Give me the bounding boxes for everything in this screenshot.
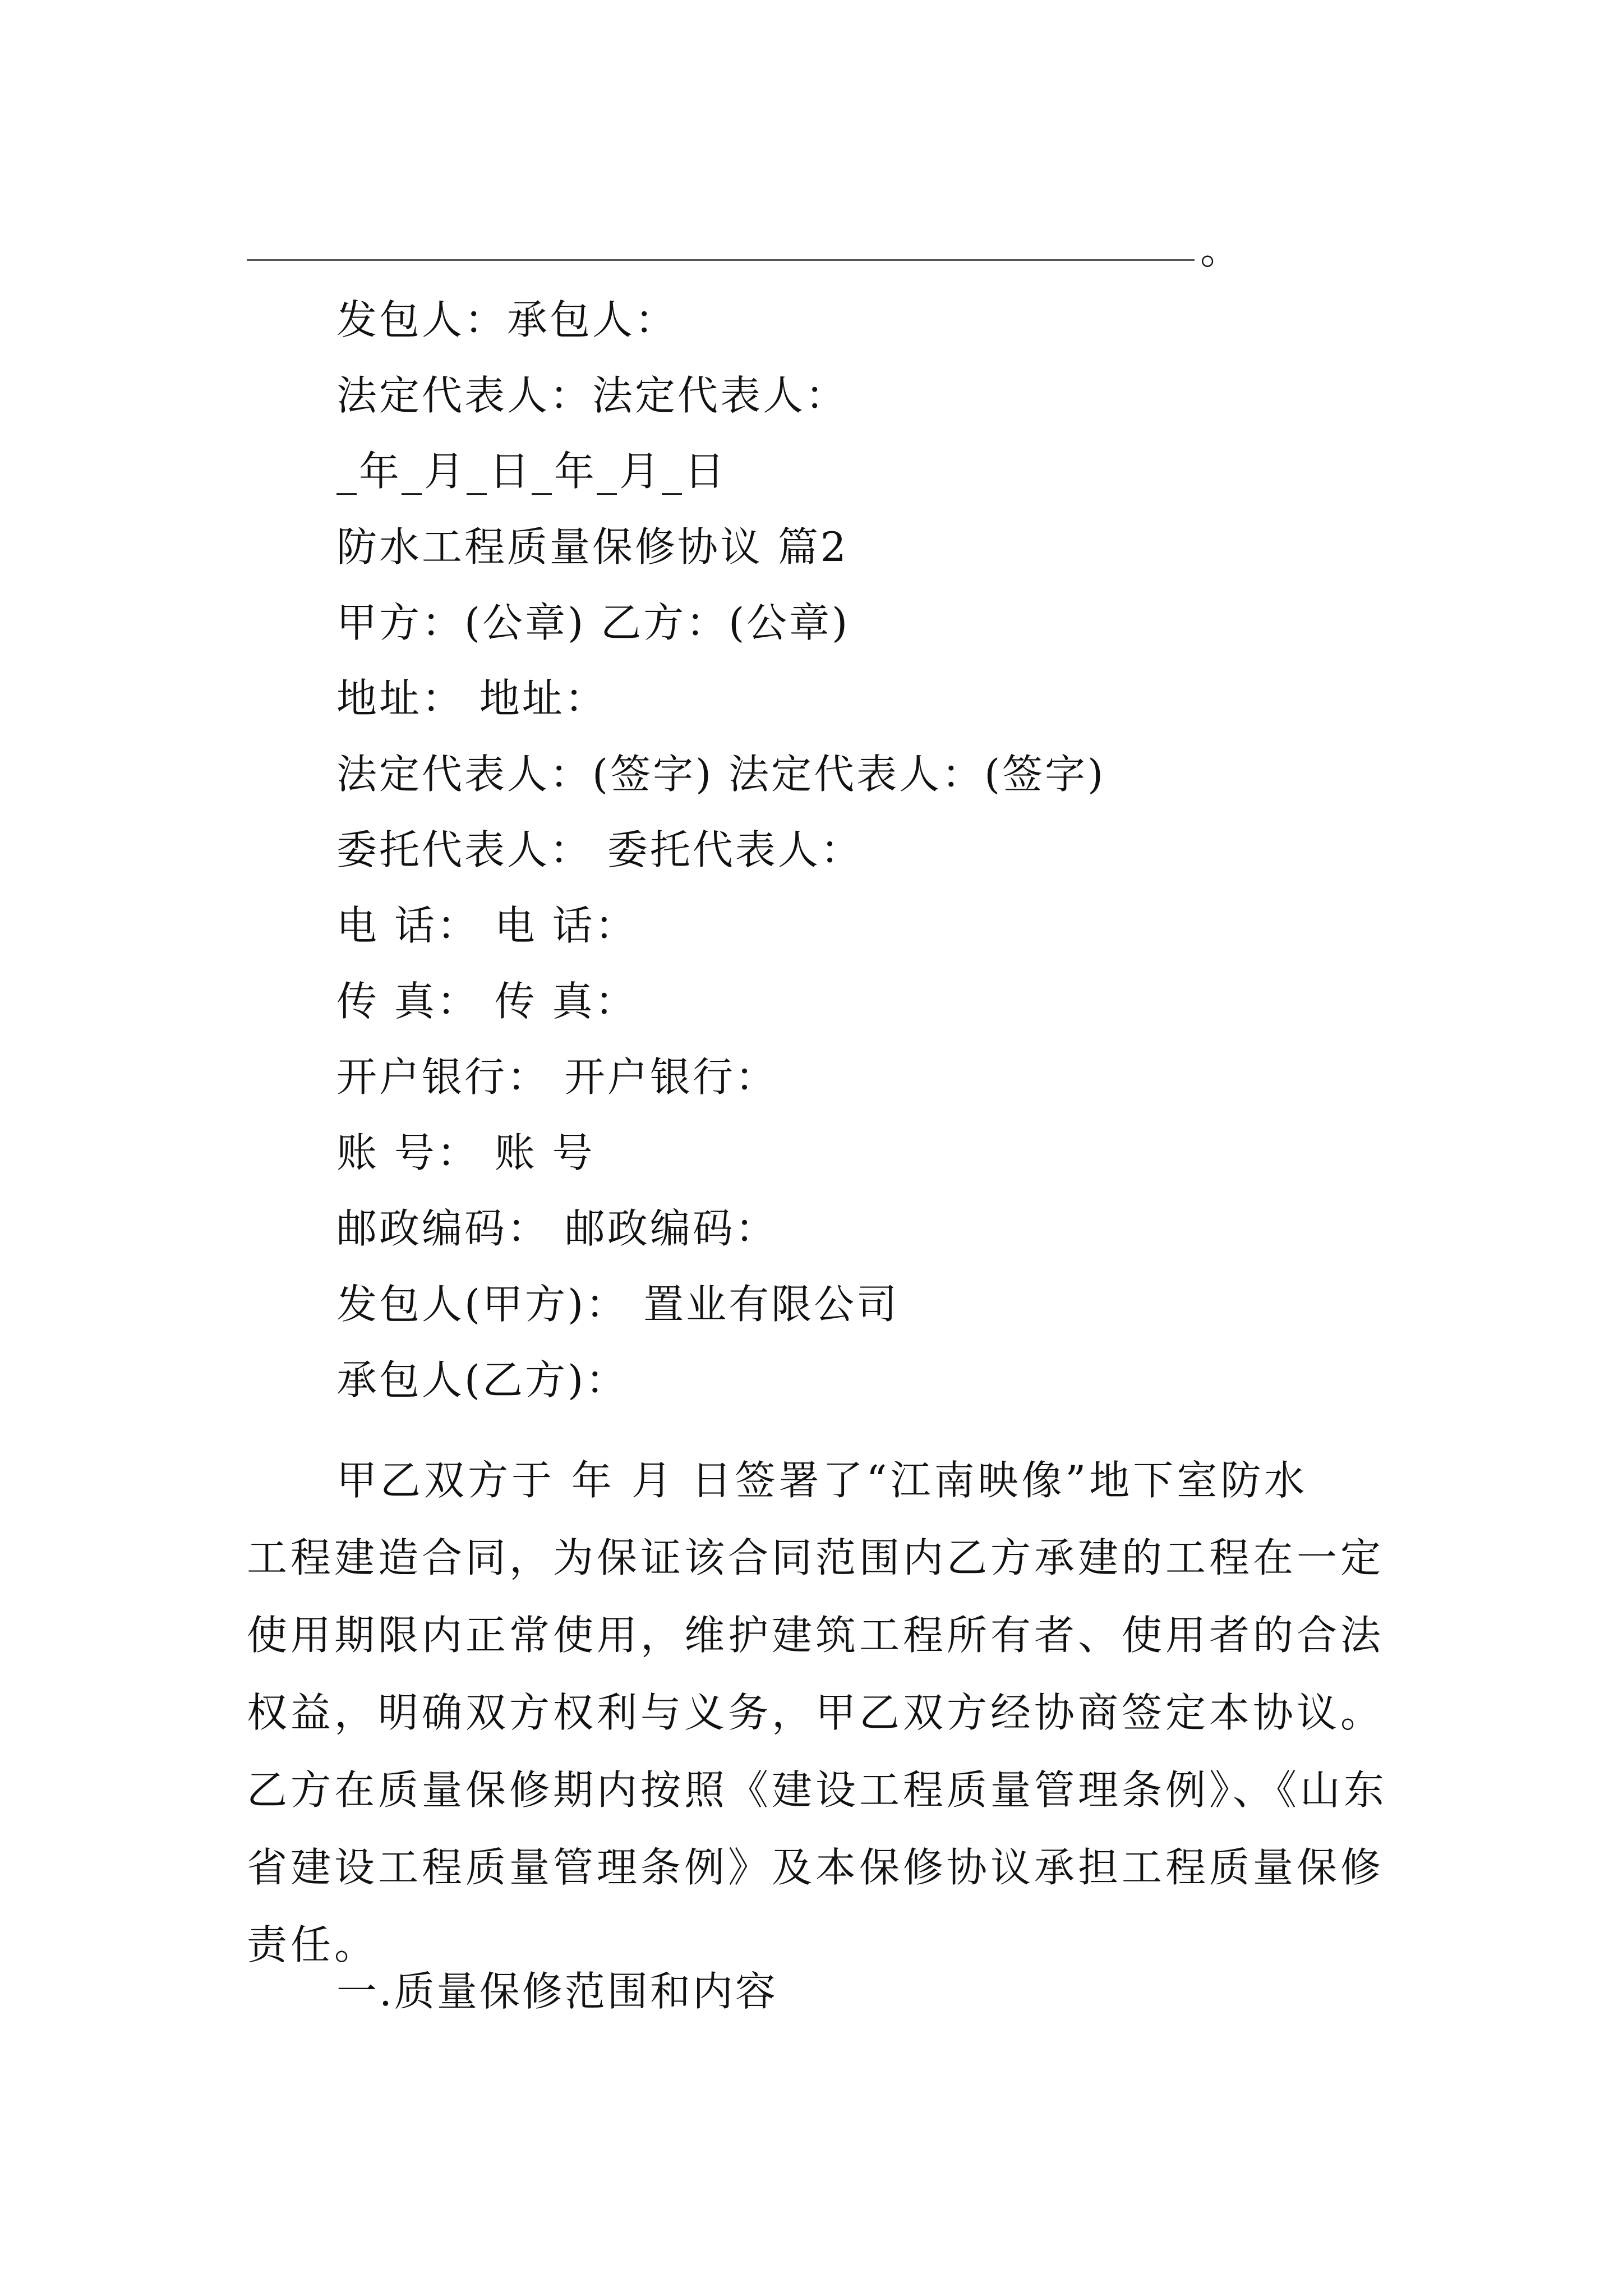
paragraph-line: 权益，明确双方权利与义务，甲乙双方经协商签定本协议。: [247, 1689, 1385, 1736]
agreement-title: 防水工程质量保修协议 篇2: [336, 523, 849, 570]
legal-rep-signature-line: 法定代表人：(签字) 法定代表人：(签字): [336, 751, 1106, 798]
paragraph-line: 乙方在质量保修期内按照《建设工程质量管理条例》、《山东: [247, 1766, 1388, 1814]
paragraph-line: 责任。: [247, 1921, 379, 1968]
section-heading: 一.质量保修范围和内容: [336, 1968, 778, 2015]
account-line: 账 号： 账 号: [336, 1129, 595, 1176]
signature-line-contractors: 发包人：承包人：: [336, 296, 678, 343]
blank-underline: [247, 259, 1195, 261]
period-mark: 。: [1200, 226, 1241, 273]
party-a-line: 发包人(甲方)： 置业有限公司: [336, 1281, 900, 1328]
party-seals-line: 甲方：(公章) 乙方：(公章): [336, 599, 850, 646]
bank-line: 开户银行： 开户银行：: [336, 1053, 778, 1101]
fax-line: 传 真： 传 真：: [336, 978, 638, 1025]
paragraph-line: 使用期限内正常使用，维护建筑工程所有者、使用者的合法: [247, 1612, 1385, 1659]
address-line: 地址： 地址：: [336, 675, 607, 722]
agreement-body-paragraph: [247, 1442, 1396, 1984]
phone-line: 电 话： 电 话：: [336, 902, 638, 949]
party-b-line: 承包人(乙方)：: [336, 1356, 629, 1404]
paragraph-line: 工程建造合同，为保证该合同范围内乙方承建的工程在一定: [247, 1534, 1385, 1581]
paragraph-line: 省建设工程质量管理条例》及本保修协议承担工程质量保修: [247, 1844, 1385, 1891]
authorized-rep-line: 委托代表人： 委托代表人：: [336, 826, 863, 873]
postal-code-line: 邮政编码： 邮政编码：: [336, 1205, 778, 1252]
paragraph-line: 甲乙双方于 年 月 日签署了“江南映像”地下室防水: [336, 1457, 1308, 1504]
fill-in-blank-line: [247, 224, 1251, 275]
signature-line-dates: _年_月_日_年_月_日: [336, 448, 727, 495]
signature-line-legal-reps: 法定代表人：法定代表人：: [336, 372, 849, 419]
